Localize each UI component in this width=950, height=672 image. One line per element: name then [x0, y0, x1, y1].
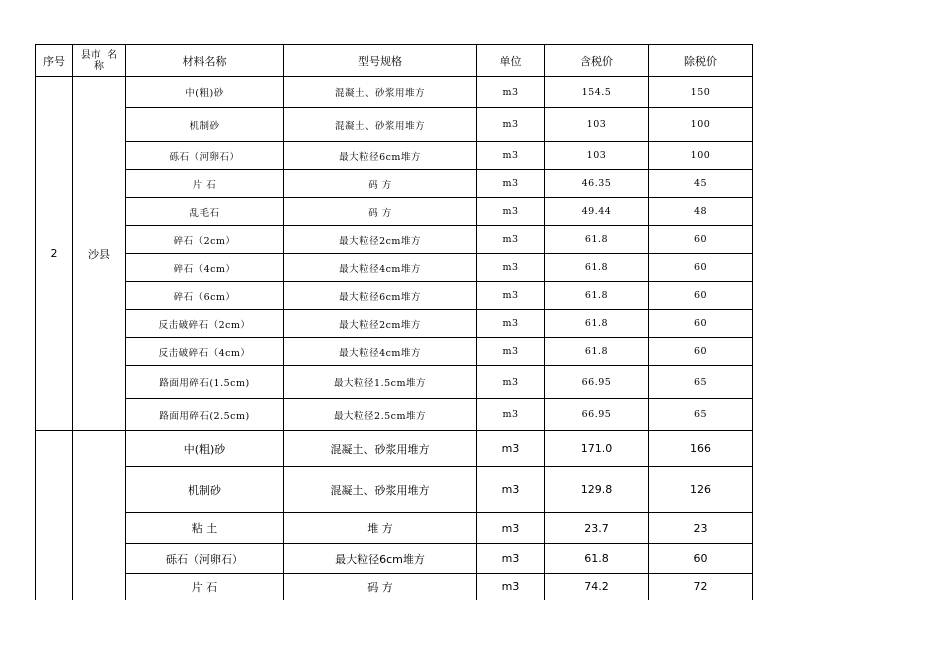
group-shaxian	[36, 77, 753, 431]
price-tax-cell: 61.8	[545, 544, 649, 574]
price-notax-cell: 48	[649, 198, 753, 226]
price-notax-cell: 100	[649, 108, 753, 142]
table-row	[36, 254, 753, 282]
price-notax-cell: 45	[649, 170, 753, 198]
table-row	[36, 544, 753, 574]
material-cell: 机制砂	[126, 108, 284, 142]
table-row	[36, 310, 753, 338]
unit-cell: m3	[477, 108, 545, 142]
unit-cell: m3	[477, 431, 545, 467]
unit-cell: m3	[477, 338, 545, 366]
spec-cell: 最大粒径4cm堆方	[284, 338, 477, 366]
table-row	[36, 77, 753, 108]
spec-cell: 最大粒径6cm堆方	[284, 282, 477, 310]
price-notax-cell: 60	[649, 254, 753, 282]
price-tax-cell: 61.8	[545, 338, 649, 366]
unit-cell: m3	[477, 282, 545, 310]
price-tax-cell: 66.95	[545, 399, 649, 431]
spec-cell: 码 方	[284, 170, 477, 198]
price-tax-cell: 171.0	[545, 431, 649, 467]
header-spec: 型号规格	[284, 45, 477, 77]
price-tax-cell: 49.44	[545, 198, 649, 226]
header-material: 材料名称	[126, 45, 284, 77]
unit-cell: m3	[477, 254, 545, 282]
price-notax-cell: 23	[649, 513, 753, 544]
county-cell: 沙县	[73, 77, 126, 431]
header-seq: 序号	[36, 45, 73, 77]
price-tax-cell: 74.2	[545, 574, 649, 600]
unit-cell: m3	[477, 544, 545, 574]
price-notax-cell: 150	[649, 77, 753, 108]
table-row	[36, 338, 753, 366]
table-row	[36, 366, 753, 399]
header-row	[36, 45, 753, 77]
header-county	[73, 45, 126, 77]
spec-cell: 混凝土、砂浆用堆方	[284, 467, 477, 513]
price-tax-cell: 23.7	[545, 513, 649, 544]
material-cell: 中(粗)砂	[126, 431, 284, 467]
spec-cell: 混凝土、砂浆用堆方	[284, 108, 477, 142]
spec-cell: 最大粒径2cm堆方	[284, 310, 477, 338]
price-tax-cell: 61.8	[545, 310, 649, 338]
unit-cell: m3	[477, 198, 545, 226]
table-row	[36, 513, 753, 544]
material-cell: 路面用碎石(1.5cm)	[126, 366, 284, 399]
group-next-county	[36, 431, 753, 600]
header-county-line1: 县市 名	[80, 49, 118, 61]
material-cell: 中(粗)砂	[126, 77, 284, 108]
unit-cell: m3	[477, 467, 545, 513]
unit-cell: m3	[477, 310, 545, 338]
seq-cell: 2	[36, 77, 73, 431]
unit-cell: m3	[477, 399, 545, 431]
spec-cell: 最大粒径6cm堆方	[284, 142, 477, 170]
table-row	[36, 226, 753, 254]
table-row	[36, 574, 753, 600]
price-notax-cell: 60	[649, 338, 753, 366]
spec-cell: 码 方	[284, 198, 477, 226]
table-row	[36, 142, 753, 170]
price-notax-cell: 72	[649, 574, 753, 600]
table-row	[36, 108, 753, 142]
seq-cell	[36, 431, 73, 600]
price-tax-cell: 61.8	[545, 226, 649, 254]
spec-cell: 最大粒径6cm堆方	[284, 544, 477, 574]
price-tax-cell: 129.8	[545, 467, 649, 513]
price-notax-cell: 60	[649, 282, 753, 310]
spec-cell: 混凝土、砂浆用堆方	[284, 77, 477, 108]
spec-cell: 码 方	[284, 574, 477, 600]
table-row	[36, 431, 753, 467]
spec-cell: 最大粒径4cm堆方	[284, 254, 477, 282]
material-cell: 碎石（6cm）	[126, 282, 284, 310]
spec-cell: 堆 方	[284, 513, 477, 544]
header-price-notax: 除税价	[649, 45, 753, 77]
material-cell: 粘 土	[126, 513, 284, 544]
material-cell: 机制砂	[126, 467, 284, 513]
price-tax-cell: 66.95	[545, 366, 649, 399]
table-row	[36, 198, 753, 226]
county-cell	[73, 431, 126, 600]
price-tax-cell: 61.8	[545, 254, 649, 282]
price-tax-cell: 61.8	[545, 282, 649, 310]
price-notax-cell: 65	[649, 399, 753, 431]
material-cell: 碎石（4cm）	[126, 254, 284, 282]
price-tax-cell: 103	[545, 142, 649, 170]
price-tax-cell: 46.35	[545, 170, 649, 198]
spec-cell: 最大粒径1.5cm堆方	[284, 366, 477, 399]
price-notax-cell: 100	[649, 142, 753, 170]
price-notax-cell: 60	[649, 544, 753, 574]
unit-cell: m3	[477, 226, 545, 254]
header-county-line2: 称	[94, 60, 104, 72]
price-tax-cell: 154.5	[545, 77, 649, 108]
material-cell: 反击破碎石（4cm）	[126, 338, 284, 366]
table-row	[36, 467, 753, 513]
price-notax-cell: 65	[649, 366, 753, 399]
table-row	[36, 399, 753, 431]
material-cell: 片 石	[126, 170, 284, 198]
table-row	[36, 170, 753, 198]
unit-cell: m3	[477, 142, 545, 170]
header-unit: 单位	[477, 45, 545, 77]
price-notax-cell: 60	[649, 310, 753, 338]
unit-cell: m3	[477, 77, 545, 108]
price-notax-cell: 126	[649, 467, 753, 513]
material-cell: 砾石（河卵石）	[126, 544, 284, 574]
spec-cell: 最大粒径2cm堆方	[284, 226, 477, 254]
header-price-tax: 含税价	[545, 45, 649, 77]
table-row	[36, 282, 753, 310]
price-tax-cell: 103	[545, 108, 649, 142]
material-cell: 碎石（2cm）	[126, 226, 284, 254]
material-cell: 片 石	[126, 574, 284, 600]
material-cell: 砾石（河卵石）	[126, 142, 284, 170]
spec-cell: 最大粒径2.5cm堆方	[284, 399, 477, 431]
material-cell: 反击破碎石（2cm）	[126, 310, 284, 338]
unit-cell: m3	[477, 513, 545, 544]
unit-cell: m3	[477, 574, 545, 600]
price-notax-cell: 166	[649, 431, 753, 467]
material-cell: 路面用碎石(2.5cm)	[126, 399, 284, 431]
unit-cell: m3	[477, 170, 545, 198]
price-notax-cell: 60	[649, 226, 753, 254]
spec-cell: 混凝土、砂浆用堆方	[284, 431, 477, 467]
unit-cell: m3	[477, 366, 545, 399]
price-table	[35, 44, 753, 600]
material-cell: 乱毛石	[126, 198, 284, 226]
